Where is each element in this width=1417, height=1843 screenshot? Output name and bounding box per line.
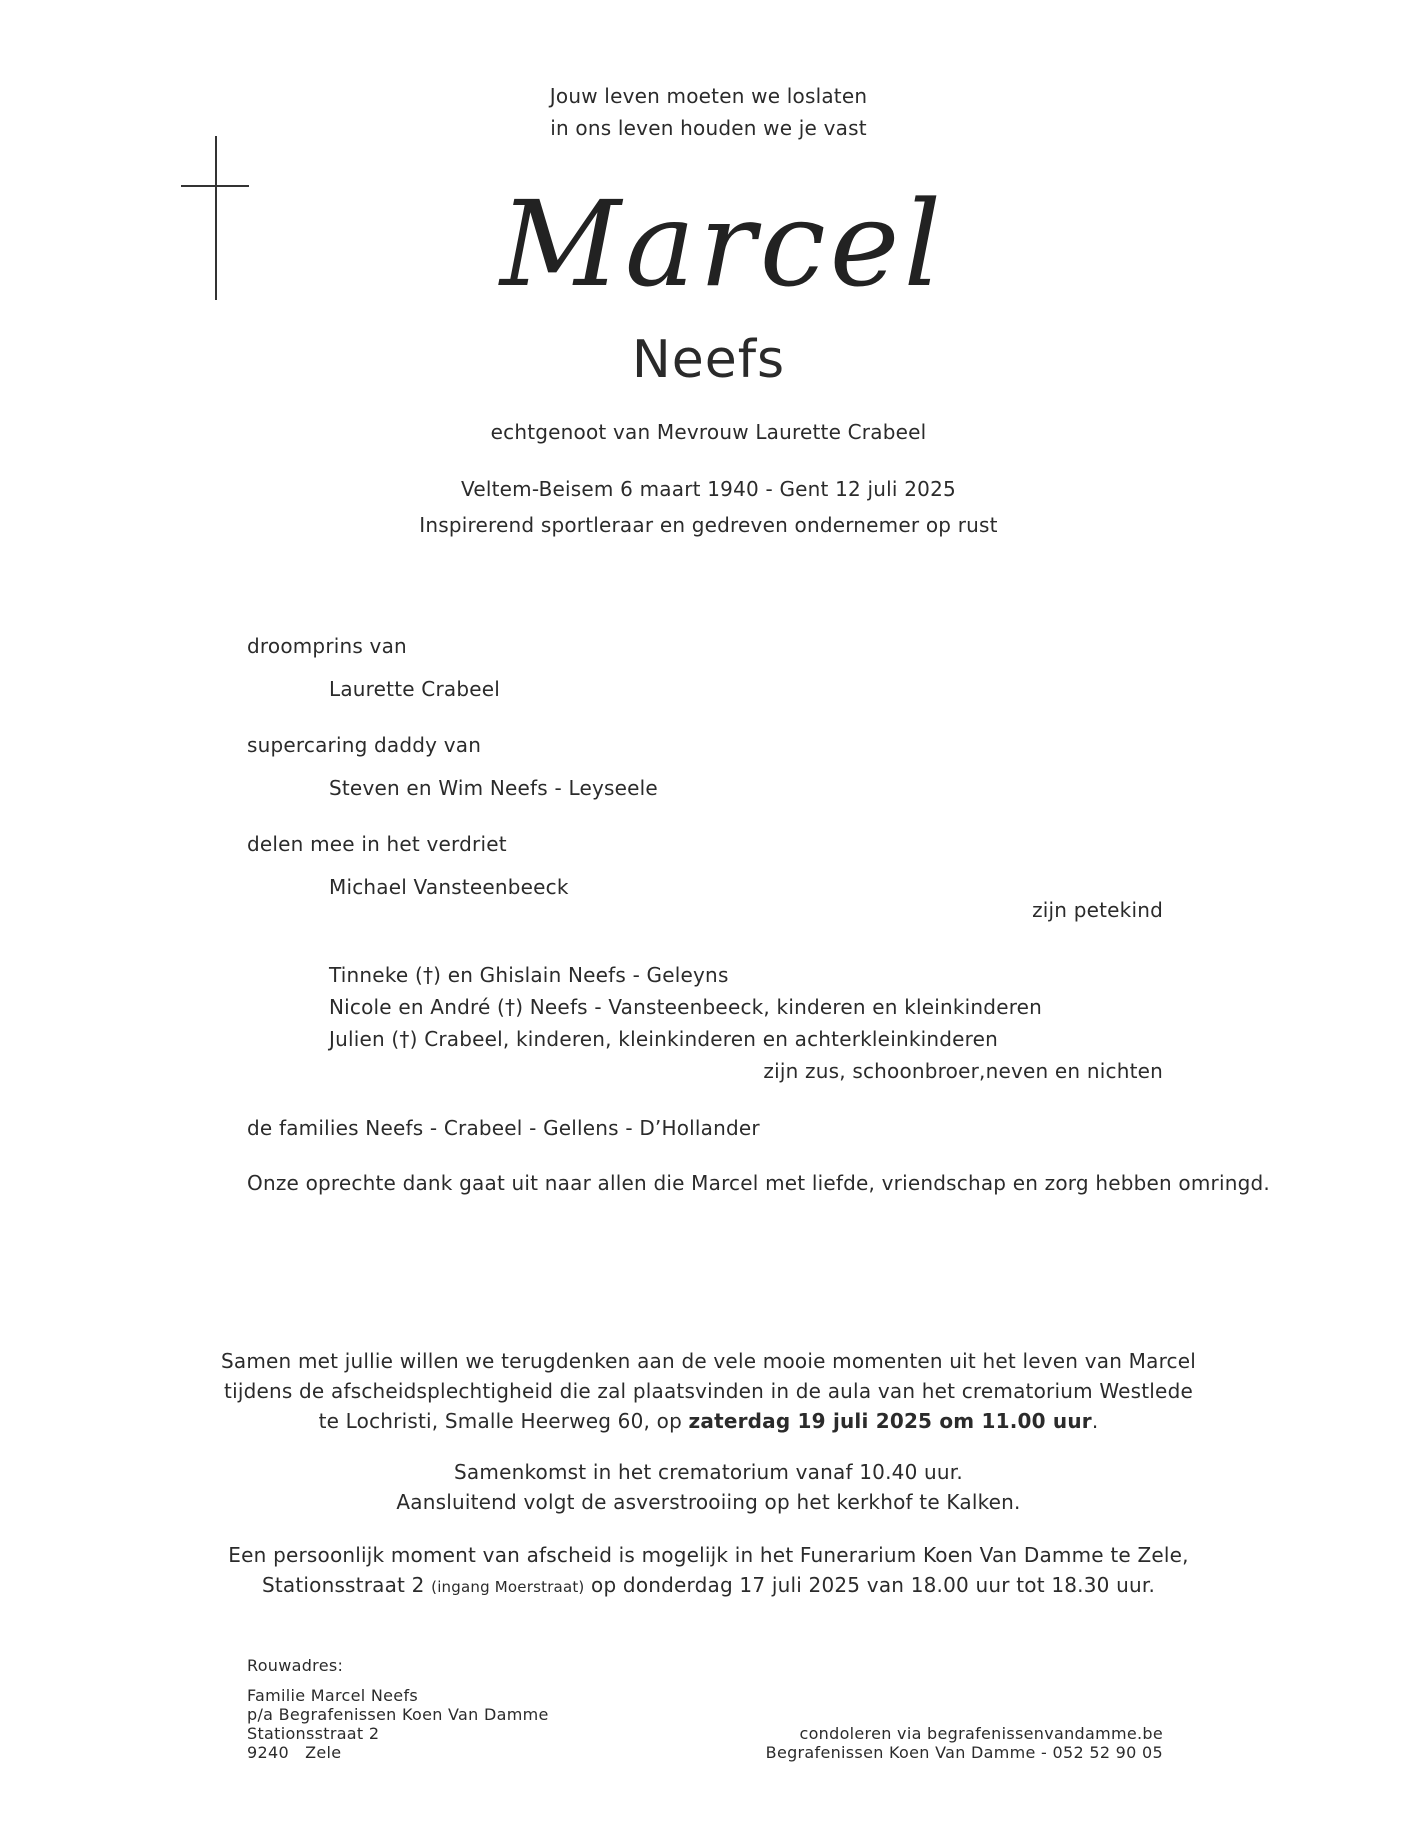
dreamprince-name: Laurette Crabeel (329, 677, 501, 701)
daddy-label: supercaring daddy van (247, 733, 482, 757)
godchild-relation: zijn petekind (1032, 898, 1163, 922)
godchild-name: Michael Vansteenbeeck (329, 875, 569, 899)
mourning-address-line-3: Stationsstraat 2 (247, 1724, 380, 1743)
motto-line-2: in ons leven houden we je vast (550, 116, 867, 140)
sibling-line-2: Nicole en André (†) Neefs - Vansteenbeeck, kinderen en kleinkinderen (329, 995, 1043, 1019)
tagline: Inspirerend sportleraar en gedreven ondernemer op rust (419, 513, 998, 537)
thanks-line: Onze oprechte dank gaat uit naar allen die Marcel met liefde, vriendschap en zorg hebben omringd. (247, 1171, 1270, 1195)
sibling-line-3: Julien (†) Crabeel, kinderen, kleinkinderen en achterkleinkinderen (329, 1027, 999, 1051)
personal-moment-line-2 (0, 1573, 1417, 1597)
ceremony-line-1: Samen met jullie willen we terugdenken aan de vele mooie momenten uit het leven van Marcel (220, 1349, 1197, 1373)
personal-moment-entrance: (ingang Moerstraat) (431, 1578, 585, 1596)
siblings-relation: zijn zus, schoonbroer,neven en nichten (763, 1059, 1163, 1083)
mourning-address-line-2: p/a Begrafenissen Koen Van Damme (247, 1705, 549, 1724)
ceremony-date-time: zaterdag 19 juli 2025 om 11.00 uur (688, 1409, 1092, 1433)
personal-moment-time: op donderdag 17 juli 2025 van 18.00 uur tot 18.30 uur. (584, 1573, 1156, 1597)
first-name: Marcel (500, 175, 946, 313)
sibling-line-1: Tinneke (†) en Ghislain Neefs - Geleyns (329, 963, 729, 987)
families-line: de families Neefs - Crabeel - Gellens - D’Hollander (247, 1116, 760, 1140)
motto-line-1: Jouw leven moeten we loslaten (549, 84, 868, 108)
daddy-names: Steven en Wim Neefs - Leyseele (329, 776, 658, 800)
gathering-line-2: Aansluitend volgt de asverstrooiing op het kerkhof te Kalken. (396, 1490, 1021, 1514)
ceremony-line-3 (0, 1409, 1417, 1433)
undertaker-contact: Begrafenissen Koen Van Damme - 052 52 90 05 (765, 1743, 1163, 1762)
personal-moment-line-1: Een persoonlijk moment van afscheid is mogelijk in het Funerarium Koen Van Damme te Zele, (228, 1543, 1189, 1567)
gathering-line-1: Samenkomst in het crematorium vanaf 10.40 uur. (454, 1460, 963, 1484)
spouse-line: echtgenoot van Mevrouw Laurette Crabeel (490, 420, 927, 444)
condolences-link[interactable]: condoleren via begrafenissenvandamme.be (799, 1724, 1163, 1743)
ceremony-line-3-suffix: . (1091, 1409, 1099, 1433)
personal-moment-address: Stationsstraat 2 (261, 1573, 432, 1597)
share-label: delen mee in het verdriet (247, 832, 507, 856)
dreamprince-label: droomprins van (247, 634, 407, 658)
ceremony-line-2: tijdens de afscheidsplechtigheid die zal plaatsvinden in de aula van het crematorium Westlede (224, 1379, 1193, 1403)
mourning-address-label: Rouwadres: (247, 1656, 344, 1675)
last-name: Neefs (631, 330, 786, 390)
mourning-address-line-1: Familie Marcel Neefs (247, 1686, 419, 1705)
ceremony-line-3-prefix: te Lochristi, Smalle Heerweg 60, op (318, 1409, 689, 1433)
mourning-address-line-4: 9240 Zele (247, 1743, 342, 1762)
life-dates: Veltem-Beisem 6 maart 1940 - Gent 12 juli 2025 (461, 477, 956, 501)
